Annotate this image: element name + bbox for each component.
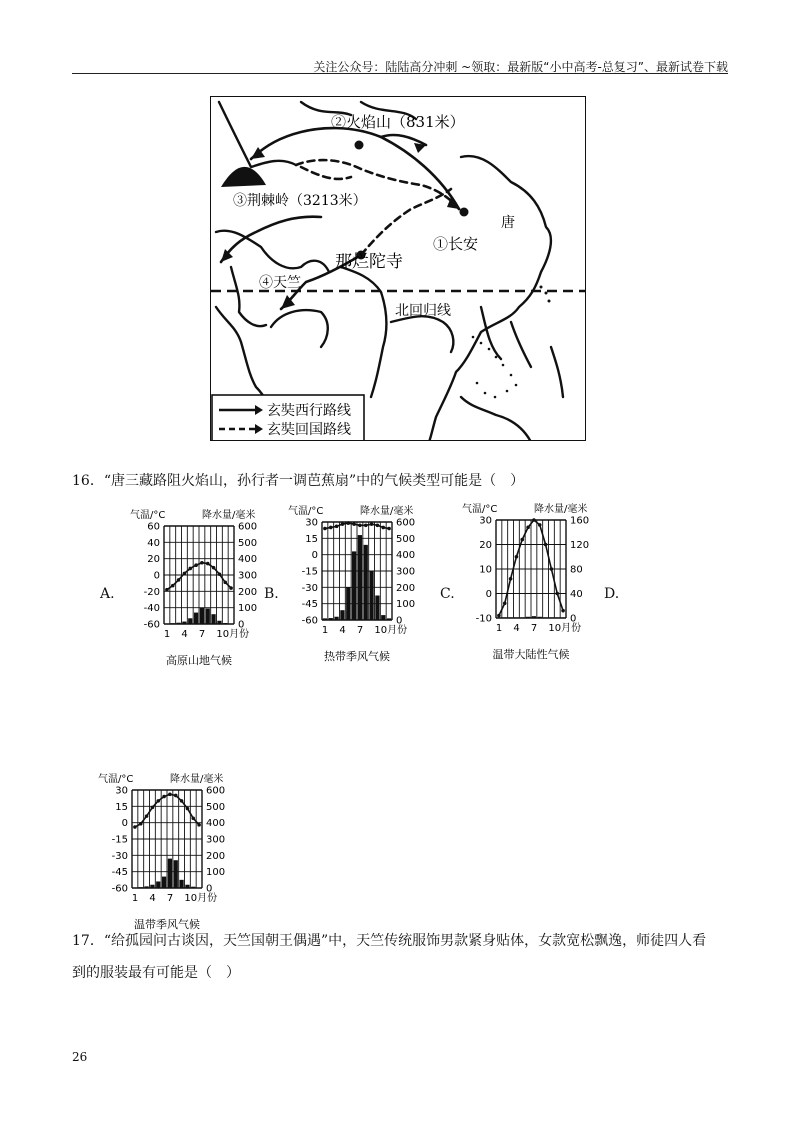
precip-bar [329, 618, 333, 620]
x-tick-label: 10月份 [548, 623, 582, 634]
prec-tick-label: 160 [570, 515, 590, 527]
precip-bar [346, 587, 350, 620]
precip-bar [133, 888, 137, 889]
temperature-point [358, 523, 362, 527]
x-tick-label: 7 [166, 893, 174, 904]
temp-tick-label: -15 [111, 834, 128, 846]
temperature-point [229, 586, 233, 590]
precip-bar [200, 608, 204, 624]
temperature-point [544, 543, 548, 547]
temperature-point [191, 817, 195, 821]
precip-bar [334, 617, 338, 620]
question-17-line2: 到的服装最有可能是（ ） [72, 965, 240, 981]
precip-bar [549, 617, 553, 618]
temperature-point [218, 572, 222, 576]
temperature-point [381, 526, 385, 530]
chart-caption: 温带季风气候 [134, 918, 200, 931]
temperature-point [335, 525, 339, 529]
prec-tick-label: 500 [396, 533, 416, 545]
temp-tick-label: 40 [147, 537, 160, 549]
precip-bar [381, 615, 385, 620]
chart-caption: 温带大陆性气候 [492, 648, 570, 661]
temperature-point [509, 577, 513, 581]
label-tropic: 北回归线 [395, 303, 451, 319]
precip-bar [514, 617, 518, 618]
prec-tick-label: 300 [396, 566, 416, 578]
temperature-point [538, 523, 542, 527]
climate-chart-a [130, 508, 290, 678]
prec-tick-label: 0 [238, 619, 245, 631]
temperature-point [212, 566, 216, 570]
prec-tick-label: 0 [396, 615, 403, 627]
ylabel-prec: 降水量/毫米 [360, 506, 414, 517]
ylabel-temp: 气温/°C [288, 506, 324, 517]
prec-tick-label: 40 [570, 589, 583, 600]
x-tick-label: 10月份 [216, 629, 250, 640]
temp-tick-label: -45 [301, 599, 318, 611]
label-huoyan: ②火焰山（831米） [331, 113, 465, 131]
prec-tick-label: 600 [238, 521, 258, 533]
temperature-point [555, 592, 559, 596]
temp-tick-label: -20 [143, 586, 160, 598]
ylabel-temp: 气温/°C [98, 774, 134, 785]
prec-tick-label: 120 [570, 540, 590, 551]
temp-tick-label: -60 [301, 615, 318, 627]
ylabel-prec: 降水量/毫米 [170, 774, 224, 785]
prec-tick-label: 500 [238, 537, 258, 549]
temp-tick-label: 15 [305, 533, 318, 545]
ylabel-temp: 气温/°C [130, 510, 166, 521]
temp-tick-label: 30 [305, 517, 318, 529]
temp-tick-label: 10 [479, 564, 492, 576]
precip-bar [174, 860, 178, 888]
precip-bar [144, 886, 148, 888]
temperature-point [323, 527, 327, 531]
temp-tick-label: 30 [115, 785, 128, 797]
x-tick-label: 1 [321, 625, 329, 636]
prec-tick-label: 400 [396, 550, 416, 562]
temperature-point [145, 814, 149, 818]
prec-tick-label: 100 [238, 603, 258, 615]
x-tick-label: 4 [339, 625, 346, 636]
precip-bar [340, 610, 344, 620]
temperature-point [133, 825, 137, 829]
temperature-point [526, 526, 530, 530]
x-tick-label: 1 [163, 629, 171, 640]
climate-chart-svg [130, 508, 290, 674]
x-tick-label: 10月份 [374, 625, 408, 636]
prec-tick-label: 100 [206, 867, 226, 879]
temp-tick-label: -40 [143, 603, 160, 615]
precip-bar [229, 624, 233, 625]
temp-tick-label: 20 [147, 554, 160, 566]
temperature-point [503, 602, 507, 606]
x-tick-label: 1 [131, 893, 139, 904]
option-c[interactable]: C. [440, 586, 455, 602]
precip-bar [217, 621, 221, 624]
option-a[interactable]: A. [100, 586, 115, 602]
temperature-point [550, 567, 554, 571]
x-tick-label: 10月份 [184, 893, 218, 904]
prec-tick-label: 500 [206, 801, 226, 813]
page-number: 26 [72, 1050, 88, 1064]
temperature-point [139, 822, 143, 826]
temperature-point [180, 799, 184, 803]
precip-bar [369, 571, 373, 620]
prec-tick-label: 300 [206, 834, 226, 846]
temperature-point [387, 527, 391, 531]
legend-west: 玄奘西行路线 [267, 403, 351, 419]
label-nalanda: 那烂陀寺 [335, 252, 403, 272]
temperature-point [194, 563, 198, 567]
temp-tick-label: 15 [115, 801, 128, 813]
prec-tick-label: 200 [238, 586, 258, 598]
temp-tick-label: 0 [485, 589, 492, 600]
prec-tick-label: 0 [570, 613, 577, 625]
precip-bar [561, 617, 565, 618]
climate-chart-svg [288, 504, 448, 670]
temperature-point [177, 578, 181, 582]
temperature-point [352, 522, 356, 526]
precip-bar [375, 596, 379, 621]
precip-bar [526, 617, 530, 618]
label-jingji: ③荆棘岭（3213米） [233, 193, 367, 209]
climate-chart-svg [98, 772, 258, 938]
temperature-point [532, 518, 536, 522]
prec-tick-label: 100 [396, 599, 416, 611]
precip-bar [197, 888, 201, 889]
ylabel-prec: 降水量/毫米 [202, 510, 256, 521]
temperature-point [370, 522, 374, 526]
x-tick-label: 4 [513, 623, 520, 634]
temp-tick-label: 0 [153, 570, 160, 582]
precip-bar [168, 859, 172, 888]
temp-tick-label: 0 [311, 550, 318, 562]
temp-tick-label: -30 [111, 850, 128, 862]
temp-tick-label: 20 [479, 540, 492, 551]
temperature-point [520, 538, 524, 542]
header-rule [72, 73, 728, 74]
temperature-point [151, 806, 155, 810]
precip-bar [150, 885, 154, 888]
route-arrows [221, 143, 459, 309]
temp-tick-label: -30 [301, 582, 318, 594]
temperature-point [223, 581, 227, 585]
precip-bar [508, 617, 512, 618]
option-d[interactable]: D. [604, 586, 620, 602]
temperature-point [561, 609, 565, 613]
temperature-point [165, 588, 169, 592]
temperature-point [341, 522, 345, 526]
changan-dot [460, 208, 469, 217]
temp-tick-label: -10 [475, 613, 492, 625]
precip-bar [538, 617, 542, 618]
prec-tick-label: 200 [396, 582, 416, 594]
precip-bar [364, 545, 368, 620]
prec-tick-label: 200 [206, 850, 226, 862]
temp-tick-label: 0 [121, 818, 128, 830]
precip-bar [185, 885, 189, 888]
precip-bar [176, 623, 180, 624]
temperature-point [168, 793, 172, 797]
temp-tick-label: -60 [143, 619, 160, 631]
legend-return: 玄奘回国路线 [267, 422, 351, 438]
precip-bar [182, 622, 186, 624]
temp-tick-label: -60 [111, 883, 128, 895]
prec-tick-label: 400 [206, 818, 226, 830]
x-tick-label: 7 [356, 625, 364, 636]
prec-tick-label: 0 [206, 883, 213, 895]
temp-tick-label: -45 [111, 867, 128, 879]
temperature-point [183, 572, 187, 576]
prec-tick-label: 400 [238, 554, 258, 566]
precip-bar [532, 616, 536, 618]
precip-bar [543, 617, 547, 618]
precip-bar [139, 887, 143, 888]
islands [472, 286, 551, 399]
precip-bar [179, 880, 183, 888]
precip-bar [191, 887, 195, 888]
x-tick-label: 1 [495, 623, 503, 634]
xuanzang-route-map [210, 96, 586, 441]
precip-bar [162, 877, 166, 888]
label-tianzhu: ④天竺 [259, 275, 301, 291]
precip-bar [387, 618, 391, 620]
precip-bar [171, 623, 175, 624]
chart-caption: 热带季风气候 [324, 650, 390, 663]
temperature-point [156, 799, 160, 803]
ylabel-prec: 降水量/毫米 [534, 504, 588, 515]
climate-chart-c [462, 502, 622, 672]
climate-chart-b [288, 504, 448, 674]
precip-bar [555, 617, 559, 618]
precip-bar [206, 608, 210, 624]
temp-tick-label: 60 [147, 521, 160, 533]
page-header: 关注公众号：陆陆高分冲刺 ~领取：最新版“小中高考-总复习”、最新试卷下载 [313, 60, 728, 74]
climate-chart-d [98, 772, 258, 942]
precip-bar [503, 617, 507, 618]
mountain-icon [221, 167, 266, 187]
temperature-point [197, 823, 201, 827]
precip-bar [520, 617, 524, 618]
temperature-point [162, 795, 166, 799]
ylabel-temp: 气温/°C [462, 504, 498, 515]
precip-bar [358, 535, 362, 620]
huoyan-dot [355, 141, 364, 150]
temperature-point [346, 521, 350, 525]
temperature-point [174, 794, 178, 798]
question-17-line1: 17．“给孤园问古谈因，天竺国朝王偶遇”中，天竺传统服饰男款紧身贴体，女款宽松飘逸，师徒四人看 [72, 933, 707, 949]
temperature-point [497, 614, 501, 618]
temperature-point [329, 526, 333, 530]
prec-tick-label: 600 [396, 517, 416, 529]
prec-tick-label: 600 [206, 785, 226, 797]
x-tick-label: 4 [181, 629, 188, 640]
temperature-point [364, 523, 368, 527]
temperature-point [376, 523, 380, 527]
chart-caption: 高原山地气候 [166, 654, 232, 667]
option-b[interactable]: B. [264, 586, 279, 602]
prec-tick-label: 300 [238, 570, 258, 582]
label-changan: ①长安 [433, 235, 479, 253]
temperature-point [186, 807, 190, 811]
precip-bar [188, 618, 192, 624]
precip-bar [352, 551, 356, 620]
precip-bar [165, 624, 169, 625]
precip-bar [223, 623, 227, 624]
temperature-point [206, 562, 210, 566]
precip-bar [194, 613, 198, 624]
question-16: 16．“唐三藏路阻火焰山，孙行者一调芭蕉扇”中的气候类型可能是（ ） [72, 473, 525, 489]
temperature-point [515, 555, 519, 559]
temp-tick-label: 30 [479, 515, 492, 527]
prec-tick-label: 80 [570, 564, 583, 576]
temperature-point [188, 567, 192, 571]
climate-chart-svg [462, 502, 622, 668]
x-tick-label: 7 [530, 623, 538, 634]
temperature-point [200, 561, 204, 565]
x-tick-label: 7 [198, 629, 206, 640]
precip-bar [211, 614, 215, 624]
map-legend [212, 395, 364, 441]
precip-bar [497, 617, 501, 618]
map-svg [211, 97, 586, 441]
precip-bar [323, 618, 327, 620]
label-tang: 唐 [501, 215, 515, 231]
x-tick-label: 4 [149, 893, 156, 904]
precip-bar [156, 881, 160, 888]
temperature-point [171, 584, 175, 588]
temp-tick-label: -15 [301, 566, 318, 578]
